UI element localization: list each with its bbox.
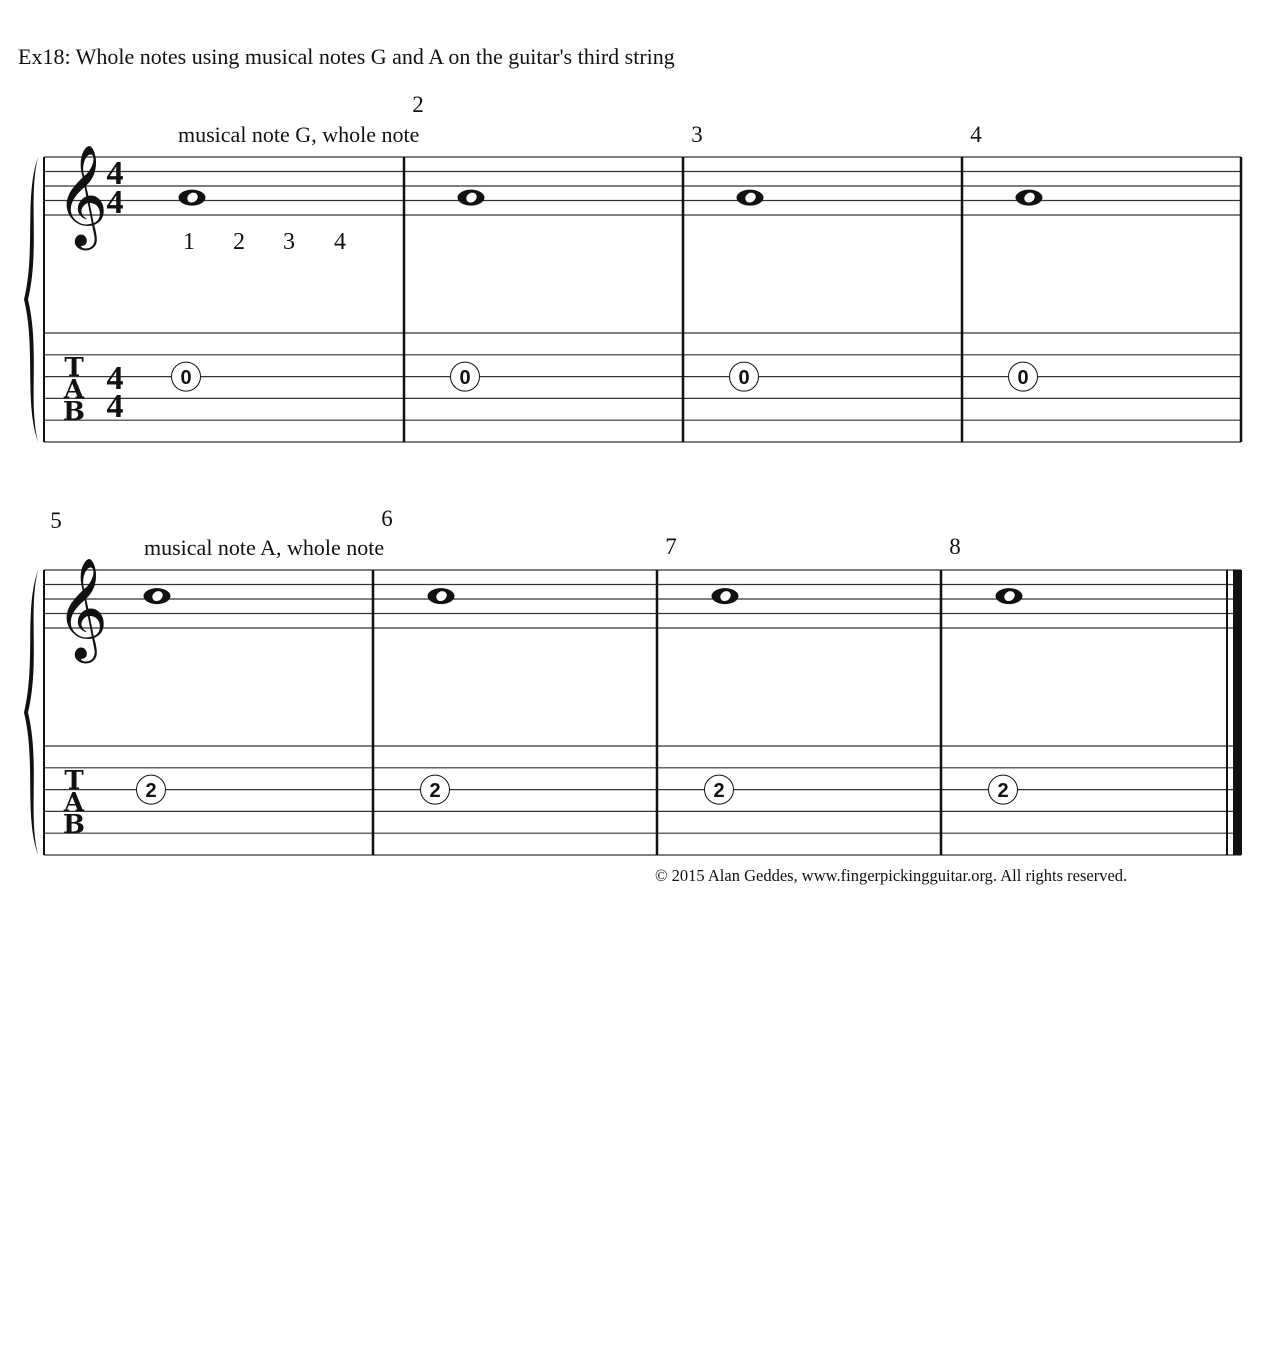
tab-time-signature-top: 4: [106, 360, 124, 397]
tab-clef-letter: B: [63, 397, 85, 427]
measure-number: 2: [412, 92, 424, 117]
system-2: [24, 506, 1242, 855]
staff-time-signature-top: 4: [106, 155, 124, 192]
measure-number: 8: [949, 534, 961, 559]
whole-note: [712, 588, 739, 604]
note-annotation: musical note A, whole note: [144, 535, 385, 560]
tab-fret-number: 0: [459, 367, 471, 390]
measure-number: 6: [381, 506, 393, 531]
treble-clef-icon: 𝄞: [56, 143, 109, 246]
measure-number: 3: [691, 122, 703, 147]
whole-note: [179, 190, 206, 206]
beat-count: 3: [283, 229, 295, 255]
system-brace: [24, 157, 38, 442]
whole-note: [996, 588, 1023, 604]
tab-fret-number: 2: [429, 780, 441, 803]
measure-number: 4: [970, 122, 982, 147]
tab-clef-letter: A: [63, 788, 85, 818]
system-brace: [24, 570, 38, 855]
measure-number: 5: [50, 508, 62, 533]
tab-fret-number: 2: [713, 780, 725, 803]
tab-fret-number: 2: [997, 780, 1009, 803]
tab-clef-letter: T: [64, 353, 84, 383]
treble-clef-icon: 𝄞: [56, 556, 109, 659]
whole-note: [428, 588, 455, 604]
whole-note: [458, 190, 485, 206]
final-barline-thick: [1233, 570, 1242, 855]
staff-time-signature-bottom: 4: [106, 184, 124, 221]
tab-clef-letter: T: [64, 766, 84, 796]
whole-note: [1016, 190, 1043, 206]
measure-number: 7: [665, 534, 677, 559]
tab-fret-number: 0: [738, 367, 750, 390]
beat-count: 2: [233, 229, 245, 255]
tab-fret-number: 2: [145, 780, 157, 803]
beat-count: 4: [334, 229, 346, 255]
beat-count: 1: [183, 229, 195, 255]
tab-fret-number: 0: [1017, 367, 1029, 390]
page-title: Ex18: Whole notes using musical notes G and A on the guitar's third string: [18, 44, 675, 69]
tab-time-signature-bottom: 4: [106, 388, 124, 425]
tab-fret-number: 0: [180, 367, 192, 390]
system-1: [24, 92, 1241, 442]
note-annotation: musical note G, whole note: [178, 122, 420, 147]
tab-clef-letter: A: [63, 375, 85, 405]
copyright-notice: © 2015 Alan Geddes, www.fingerpickingguitar.org. All rights reserved.: [655, 866, 1128, 885]
whole-note: [144, 588, 171, 604]
tab-clef-letter: B: [63, 810, 85, 840]
whole-note: [737, 190, 764, 206]
